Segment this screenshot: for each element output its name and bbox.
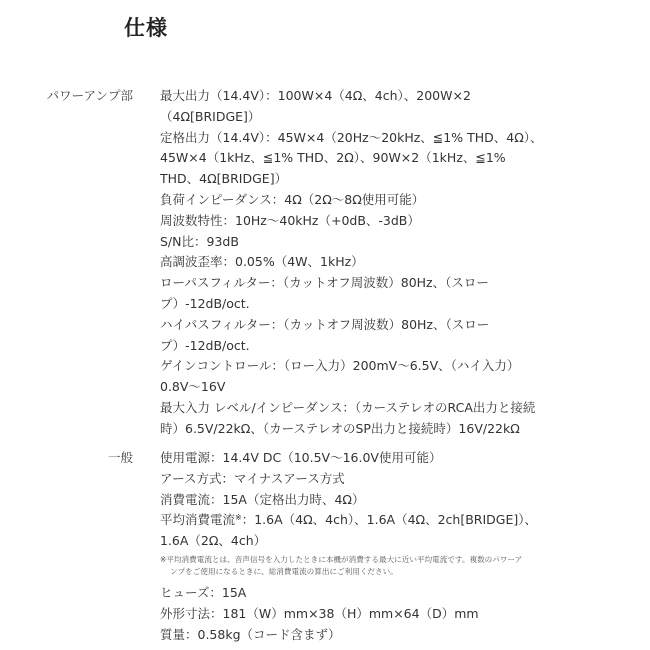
note-mark: ※: [235, 513, 242, 523]
spec-line: S/N比：93dB: [160, 233, 239, 249]
spec-line: プ）-12dB/oct.: [160, 295, 250, 311]
spec-line: 時）6.5V/22kΩ、（カーステレオのSP出力と接続時）16V/22kΩ: [160, 420, 520, 436]
footnote-line: ンプをご使用になるときに、総消費電流の算出にご利用ください。: [170, 567, 398, 577]
spec-line: 周波数特性：10Hz〜40kHz（+0dB、-3dB）: [160, 212, 420, 228]
spec-line: ハイパスフィルター：（カットオフ周波数）80Hz、（スロー: [160, 316, 490, 332]
spec-line: プ）-12dB/oct.: [160, 337, 250, 353]
page-title: 仕様: [124, 16, 168, 40]
spec-line: 1.6A（2Ω、4ch）: [160, 533, 267, 549]
spec-line: ゲインコントロール：（ロー入力）200mV〜6.5V、（ハイ入力）: [160, 358, 520, 374]
spec-line: ローパスフィルター：（カットオフ周波数）80Hz、（スロー: [160, 275, 489, 291]
footnote-line: ※平均消費電流とは、音声信号を入力したときに本機が消費する最大に近い平均電流です。複数のパワーア: [160, 554, 523, 564]
spec-line: THD、4Ω[BRIDGE]）: [160, 171, 288, 187]
spec-line: 負荷インピーダンス：4Ω（2Ω〜8Ω使用可能）: [160, 191, 425, 207]
spec-line: 最大入力 レベル/インピーダンス：（カーステレオのRCA出力と接続: [160, 399, 536, 415]
average-current-value: ：1.6A（4Ω、4ch）、1.6A（4Ω、2ch[BRIDGE]）、: [241, 512, 537, 528]
section-body-general: [160, 448, 600, 645]
spec-line: 定格出力（14.4V）：45W×4（20Hz〜20kHz、≦1% THD、4Ω）、: [160, 129, 543, 145]
spec-line: アース方式：マイナスアース方式: [160, 470, 345, 486]
spec-line: 0.8V〜16V: [160, 379, 226, 395]
section-label-general: 一般: [107, 450, 133, 465]
spec-line: ヒューズ：15A: [160, 584, 247, 600]
spec-line: 最大出力（14.4V）：100W×4（4Ω、4ch）、200W×2: [160, 88, 471, 103]
average-current-label: 平均消費電流: [160, 512, 236, 528]
section-label-power-amp: パワーアンプ部: [46, 88, 133, 103]
footnote: [160, 554, 600, 579]
spec-line: 高調波歪率：0.05%（4W、1kHz）: [160, 254, 364, 270]
spec-line-average-current: [160, 510, 600, 531]
spec-line: 質量：0.58kg（コード含まず）: [160, 626, 341, 642]
spec-line: 消費電流：15A（定格出力時、4Ω）: [160, 491, 365, 507]
spec-line: 外形寸法：181（W）mm×38（H）mm×64（D）mm: [160, 605, 479, 621]
spec-line: （4Ω[BRIDGE]）: [160, 108, 261, 124]
section-body-power-amp: [160, 86, 600, 440]
spec-line: 使用電源：14.4V DC（10.5V〜16.0V使用可能）: [160, 450, 442, 465]
spec-line: 45W×4（1kHz、≦1% THD、2Ω）、90W×2（1kHz、≦1%: [160, 150, 506, 166]
